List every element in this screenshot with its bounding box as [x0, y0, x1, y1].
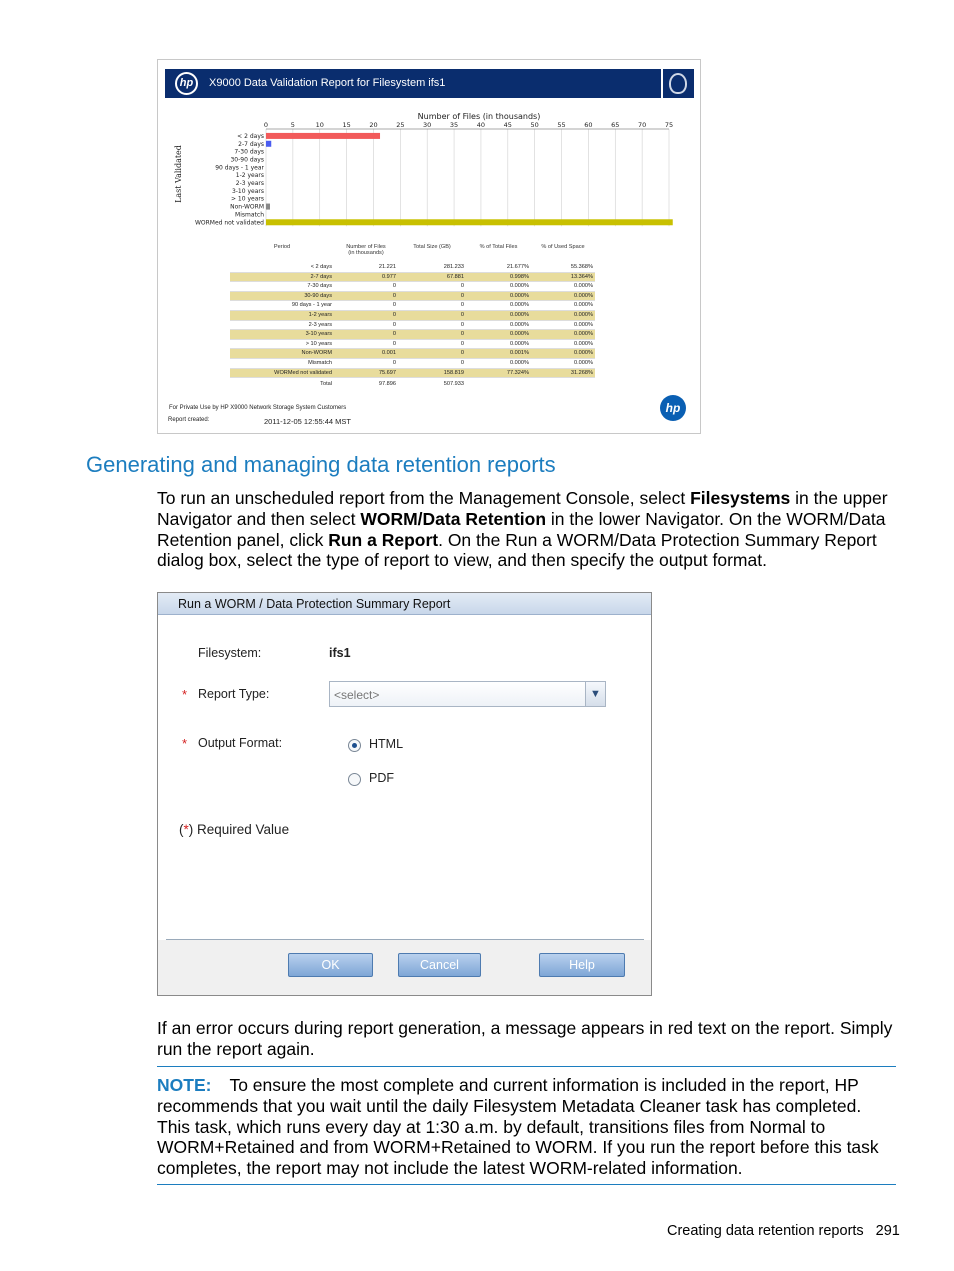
table-cell: 0 — [398, 358, 466, 368]
chart-title: Number of Files (in thousands) — [417, 112, 541, 121]
table-cell: 0.001 — [334, 349, 398, 359]
note-bottom-rule — [157, 1184, 896, 1185]
table-cell: 0 — [398, 330, 466, 340]
table-row — [230, 349, 595, 359]
table-cell: 0 — [334, 282, 398, 292]
output-format-label: Output Format: — [198, 736, 283, 750]
col-header-files: Number of Files (in thousands) — [346, 244, 386, 256]
chart-grid — [266, 129, 669, 226]
report-summary-table — [230, 244, 595, 390]
table-cell: 0.001% — [466, 349, 531, 359]
report-title: X9000 Data Validation Report for Filesystem ifs1 — [209, 77, 446, 89]
table-cell: 31.268% — [531, 368, 595, 378]
total-files: 97.896 — [378, 380, 396, 387]
table-cell: 21.221 — [334, 263, 398, 272]
total-empty-1 — [466, 378, 531, 390]
table-row — [230, 339, 595, 349]
table-cell: 0.998% — [466, 272, 531, 282]
table-cell: 0.000% — [466, 310, 531, 320]
report-banner — [165, 69, 661, 98]
ok-button[interactable]: OK — [288, 953, 373, 977]
chart-y-axis-label: Last Validated — [174, 145, 183, 203]
category-label: 2-3 years — [235, 180, 264, 188]
html-radio-label[interactable]: HTML — [369, 737, 404, 751]
table-cell: Non-WORM — [230, 349, 334, 359]
filesystem-label: Filesystem: — [198, 646, 262, 660]
para-text: in the lower Navigator. On the WORM/Data Retention panel, click — [157, 508, 886, 550]
required-star: * — [182, 736, 188, 751]
report-footer-note: For Private Use by HP X9000 Network Storage System Customers — [169, 405, 347, 411]
section-heading: Generating and managing data retention reports — [86, 452, 556, 477]
table-cell: 158.819 — [398, 368, 466, 378]
table-cell: 0.000% — [466, 282, 531, 292]
required-note-text: ) Required Value — [188, 822, 290, 837]
table-cell: 0.000% — [466, 320, 531, 330]
category-label: 1-2 years — [235, 172, 264, 180]
table-row — [230, 263, 595, 272]
html-radio[interactable] — [348, 739, 361, 752]
table-cell: 0 — [398, 301, 466, 311]
table-cell: 0.000% — [531, 320, 595, 330]
table-row — [230, 310, 595, 320]
table-cell: 13.364% — [531, 272, 595, 282]
report-created-label: Report created: — [168, 417, 210, 423]
table-cell: 0.000% — [466, 358, 531, 368]
x-tick-label: 65 — [611, 121, 620, 129]
chevron-down-icon[interactable]: ▼ — [585, 681, 606, 707]
chart-bars — [266, 133, 673, 225]
total-empty-2 — [531, 378, 595, 390]
table-cell: 0.000% — [531, 330, 595, 340]
table-row — [230, 291, 595, 301]
table-cell: 1-2 years — [230, 310, 334, 320]
note-label: NOTE: — [157, 1075, 212, 1095]
report-table-body — [230, 263, 595, 378]
table-cell: 0 — [334, 330, 398, 340]
category-label: < 2 days — [237, 132, 264, 140]
table-cell: 0 — [398, 349, 466, 359]
bar — [266, 141, 271, 147]
x-tick-label: 25 — [396, 121, 405, 129]
x-tick-label: 0 — [263, 121, 269, 129]
table-cell: 0 — [334, 291, 398, 301]
note-block — [157, 1075, 897, 1179]
report-banner-side — [663, 69, 694, 98]
col-header-size: Total Size (GB) — [413, 244, 451, 250]
table-cell: 0 — [334, 310, 398, 320]
table-row — [230, 330, 595, 340]
table-cell: 0.000% — [466, 339, 531, 349]
required-star: * — [182, 687, 188, 702]
x-tick-label: 60 — [584, 121, 593, 129]
table-cell: 75.697 — [334, 368, 398, 378]
table-cell: 7-30 days — [230, 282, 334, 292]
table-cell: 0 — [398, 310, 466, 320]
table-row — [230, 301, 595, 311]
report-type-select[interactable] — [329, 681, 606, 707]
table-row — [230, 358, 595, 368]
table-cell: 0.000% — [531, 349, 595, 359]
chart-category-labels — [195, 133, 265, 226]
category-label: 2-7 days — [238, 140, 264, 148]
filesystem-value: ifs1 — [329, 646, 351, 660]
x-tick-label: 35 — [449, 121, 459, 129]
table-cell: < 2 days — [230, 263, 334, 272]
help-button[interactable]: Help — [539, 953, 625, 977]
report-figure — [157, 59, 701, 434]
report-created-value: 2011-12-05 12:55:44 MST — [264, 417, 352, 426]
required-note-open: ( — [179, 822, 184, 837]
x-tick-label: 30 — [423, 121, 432, 129]
para-text: . On the Run a WORM/Data Protection Summary Report dialog box, select the type of report to view, and then specify the output format. — [157, 529, 877, 571]
table-cell: 281.233 — [398, 263, 466, 272]
table-cell: 0 — [398, 339, 466, 349]
category-label: 3-10 years — [231, 187, 264, 195]
dialog-title: Run a WORM / Data Protection Summary Report — [158, 593, 651, 615]
pdf-radio-label[interactable]: PDF — [369, 771, 394, 785]
table-cell: 55.368% — [531, 263, 595, 272]
x-tick-label: 40 — [476, 121, 486, 129]
ui-term-worm-data-retention: WORM/Data Retention — [360, 508, 547, 529]
page-footer — [667, 1223, 900, 1239]
footer-section-title: Creating data retention reports — [667, 1223, 864, 1239]
note-text: To ensure the most complete and current information is included in the report, HP recommends that you wait until the daily Filesystem Metadata Cleaner task has completed. This task, which runs every day at 1:30 a.m. by default, transitions files from Normal to WORM+Retained and from WORM+Retained to WORM. If you run the report before this task completes, the report may not include the latest WORM-related information. — [157, 1075, 879, 1179]
table-cell: 0 — [398, 291, 466, 301]
category-label: WORMed not validated — [194, 219, 264, 227]
category-label: Mismatch — [235, 211, 264, 219]
table-cell: 0.000% — [531, 291, 595, 301]
chart-x-ticks — [264, 121, 673, 129]
pdf-radio[interactable] — [348, 773, 361, 786]
table-cell: 0.000% — [531, 282, 595, 292]
x-tick-label: 70 — [637, 121, 647, 129]
x-tick-label: 20 — [369, 121, 378, 129]
para-text: in the upper Navigator and then select — [157, 488, 888, 529]
bar — [266, 133, 380, 139]
col-header-pct-files: % of Total Files — [479, 244, 518, 250]
instruction-paragraph — [157, 488, 897, 571]
required-note-star: * — [183, 822, 189, 837]
bar — [266, 204, 270, 210]
category-label: 7-30 days — [234, 148, 264, 156]
category-label: 30-90 days — [230, 156, 264, 164]
table-cell: 21.677% — [466, 263, 531, 272]
x-tick-label: 75 — [664, 121, 674, 129]
col-header-pct-used: % of Used Space — [541, 244, 585, 250]
table-cell: 0.000% — [531, 310, 595, 320]
error-paragraph: If an error occurs during report generation, a message appears in red text on the report. Simply run the report again. — [157, 1018, 893, 1059]
table-total-row — [230, 378, 595, 390]
table-header-row — [230, 244, 595, 263]
table-cell: 0 — [334, 320, 398, 330]
x-tick-label: 55 — [557, 121, 566, 129]
table-cell: 3-10 years — [230, 330, 334, 340]
note-top-rule — [157, 1066, 896, 1067]
x-tick-label: 15 — [342, 121, 351, 129]
table-row — [230, 272, 595, 282]
table-row — [230, 368, 595, 378]
category-label: > 10 years — [231, 195, 264, 203]
category-label: 90 days - 1 year — [215, 164, 264, 172]
x-tick-label: 5 — [290, 121, 295, 129]
table-cell: 0 — [334, 358, 398, 368]
table-cell: 0 — [334, 339, 398, 349]
table-cell: 2-3 years — [230, 320, 334, 330]
report-type-label: Report Type: — [198, 687, 270, 701]
table-cell: 67.881 — [398, 272, 466, 282]
table-cell: 0.000% — [531, 301, 595, 311]
table-cell: 0 — [398, 282, 466, 292]
page-number: 291 — [875, 1223, 900, 1239]
table-cell: WORMed not validated — [230, 368, 334, 378]
category-label: Non-WORM — [230, 203, 264, 211]
x-tick-label: 10 — [315, 121, 324, 129]
table-cell: 77.324% — [466, 368, 531, 378]
bar — [266, 219, 673, 225]
required-value-note — [179, 822, 289, 837]
table-row — [230, 320, 595, 330]
table-cell: 0.000% — [466, 330, 531, 340]
table-cell: 0 — [398, 320, 466, 330]
table-cell: 90 days - 1 year — [230, 301, 334, 311]
table-cell: 0 — [334, 301, 398, 311]
col-header-period: Period — [273, 244, 291, 250]
cancel-button[interactable]: Cancel — [398, 953, 481, 977]
table-cell: 0.000% — [466, 301, 531, 311]
table-cell: Mismatch — [230, 358, 334, 368]
table-cell: 0.000% — [531, 339, 595, 349]
ui-term-filesystems: Filesystems — [690, 488, 791, 508]
files-bar-chart — [158, 100, 702, 240]
table-cell: 2-7 days — [230, 272, 334, 282]
table-cell: 30-90 days — [230, 291, 334, 301]
x-tick-label: 45 — [503, 121, 512, 129]
ui-term-run-a-report: Run a Report — [328, 529, 439, 550]
table-row — [230, 282, 595, 292]
total-size: 507.933 — [443, 380, 464, 387]
table-cell: 0.977 — [334, 272, 398, 282]
para-text: To run an unscheduled report from the Management Console, select — [157, 488, 691, 508]
table-cell: > 10 years — [230, 339, 334, 349]
report-type-placeholder: <select> — [334, 688, 380, 702]
table-cell: 0.000% — [466, 291, 531, 301]
head-profile-icon — [669, 73, 687, 94]
run-report-dialog — [157, 592, 652, 996]
x-tick-label: 50 — [530, 121, 539, 129]
hp-logo-icon: hp — [660, 395, 686, 421]
table-cell: 0.000% — [531, 358, 595, 368]
total-label: Total — [320, 380, 332, 387]
hp-logo-icon: hp — [175, 72, 198, 95]
